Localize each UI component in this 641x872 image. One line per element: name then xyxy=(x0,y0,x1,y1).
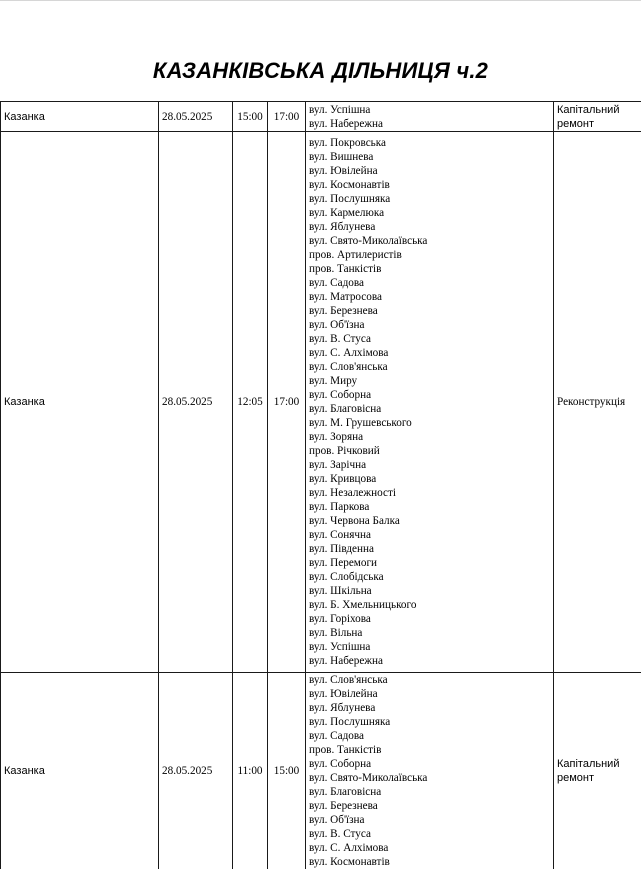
street-item: вул. Червона Балка xyxy=(309,515,400,527)
street-item: вул. Об'їзна xyxy=(309,319,365,331)
end-time-cell: 17:00 xyxy=(268,102,306,132)
street-item: вул. Березнева xyxy=(309,800,378,812)
street-item: вул. Вільна xyxy=(309,627,363,639)
street-item: вул. Зоряна xyxy=(309,431,364,443)
street-item: вул. Незалежності xyxy=(309,487,396,499)
street-item: вул. Покровська xyxy=(309,137,386,149)
street-item: вул. Яблунева xyxy=(309,221,376,233)
start-time-cell: 15:00 xyxy=(233,102,268,132)
outage-schedule-table xyxy=(0,101,641,869)
street-item: вул. Кривцова xyxy=(309,473,377,485)
street-item: вул. Космонавтів xyxy=(309,179,390,191)
street-item: пров. Танкістів xyxy=(309,744,382,756)
street-item: вул. М. Грушевського xyxy=(309,417,412,429)
street-item: пров. Артилеристів xyxy=(309,249,402,261)
street-item: пров. Танкістів xyxy=(309,263,382,275)
work-type-cell: Реконструкція xyxy=(554,132,641,673)
table-row xyxy=(1,102,641,132)
locality-cell: Казанка xyxy=(1,102,159,132)
date-cell: 28.05.2025 xyxy=(159,102,233,132)
street-item: вул. Свято-Миколаївська xyxy=(309,772,428,784)
streets-cell xyxy=(306,132,554,673)
locality-cell: Казанка xyxy=(1,673,159,870)
street-item: вул. С. Алхімова xyxy=(309,347,389,359)
street-item: вул. Слобідська xyxy=(309,571,384,583)
street-item: вул. Свято-Миколаївська xyxy=(309,235,428,247)
street-item: вул. Набережна xyxy=(309,117,383,130)
street-item: вул. Благовісна xyxy=(309,403,382,415)
street-item: вул. Матросова xyxy=(309,291,382,303)
street-item: вул. Ювілейна xyxy=(309,688,378,700)
street-item: вул. Садова xyxy=(309,277,364,289)
street-item: вул. Успішна xyxy=(309,641,371,653)
street-item: вул. Слов'янська xyxy=(309,674,388,686)
street-item: вул. Послушняка xyxy=(309,716,391,728)
street-item: вул. Послушняка xyxy=(309,193,391,205)
streets-cell xyxy=(306,673,554,870)
street-item: пров. Річковий xyxy=(309,445,380,457)
street-item: вул. В. Стуса xyxy=(309,333,371,345)
street-item: вул. Ювілейна xyxy=(309,165,378,177)
locality-cell: Казанка xyxy=(1,132,159,673)
page-title: КАЗАНКІВСЬКА ДІЛЬНИЦЯ ч.2 xyxy=(152,58,489,83)
street-item: вул. Горіхова xyxy=(309,613,371,625)
street-item: вул. Сонячна xyxy=(309,529,371,541)
street-item: вул. Зарічна xyxy=(309,459,367,471)
street-item: вул. Благовісна xyxy=(309,786,382,798)
start-time-cell: 11:00 xyxy=(233,673,268,870)
start-time-cell: 12:05 xyxy=(233,132,268,673)
street-item: вул. Березнева xyxy=(309,305,378,317)
end-time-cell: 15:00 xyxy=(268,673,306,870)
date-cell: 28.05.2025 xyxy=(159,673,233,870)
table-body xyxy=(1,102,641,870)
street-item: вул. Соборна xyxy=(309,758,372,770)
street-item: вул. Б. Хмельницького xyxy=(309,599,417,611)
street-item: вул. Південна xyxy=(309,543,374,555)
work-type-cell: Капітальний ремонт xyxy=(554,102,641,132)
street-item: вул. Яблунева xyxy=(309,702,376,714)
table-row xyxy=(1,673,641,870)
street-item: вул. Слов'янська xyxy=(309,361,388,373)
end-time-cell: 17:00 xyxy=(268,132,306,673)
table-row xyxy=(1,132,641,673)
street-item: вул. Успішна xyxy=(309,103,371,116)
street-item: вул. Шкільна xyxy=(309,585,372,597)
street-item: вул. Перемоги xyxy=(309,557,378,569)
street-item: вул. Миру xyxy=(309,375,358,387)
top-border xyxy=(0,0,641,5)
street-item: вул. Вишнева xyxy=(309,151,374,163)
street-item: вул. Садова xyxy=(309,730,364,742)
street-item: вул. Кармелюка xyxy=(309,207,385,219)
street-item: вул. В. Стуса xyxy=(309,828,371,840)
street-item: вул. Набережна xyxy=(309,655,383,667)
street-item: вул. С. Алхімова xyxy=(309,842,389,854)
date-cell: 28.05.2025 xyxy=(159,132,233,673)
streets-cell xyxy=(306,102,554,132)
street-item: вул. Паркова xyxy=(309,501,370,513)
work-type-cell: Капітальний ремонт xyxy=(554,673,641,870)
street-item: вул. Космонавтів xyxy=(309,856,390,868)
street-item: вул. Соборна xyxy=(309,389,372,401)
street-item: вул. Об'їзна xyxy=(309,814,365,826)
